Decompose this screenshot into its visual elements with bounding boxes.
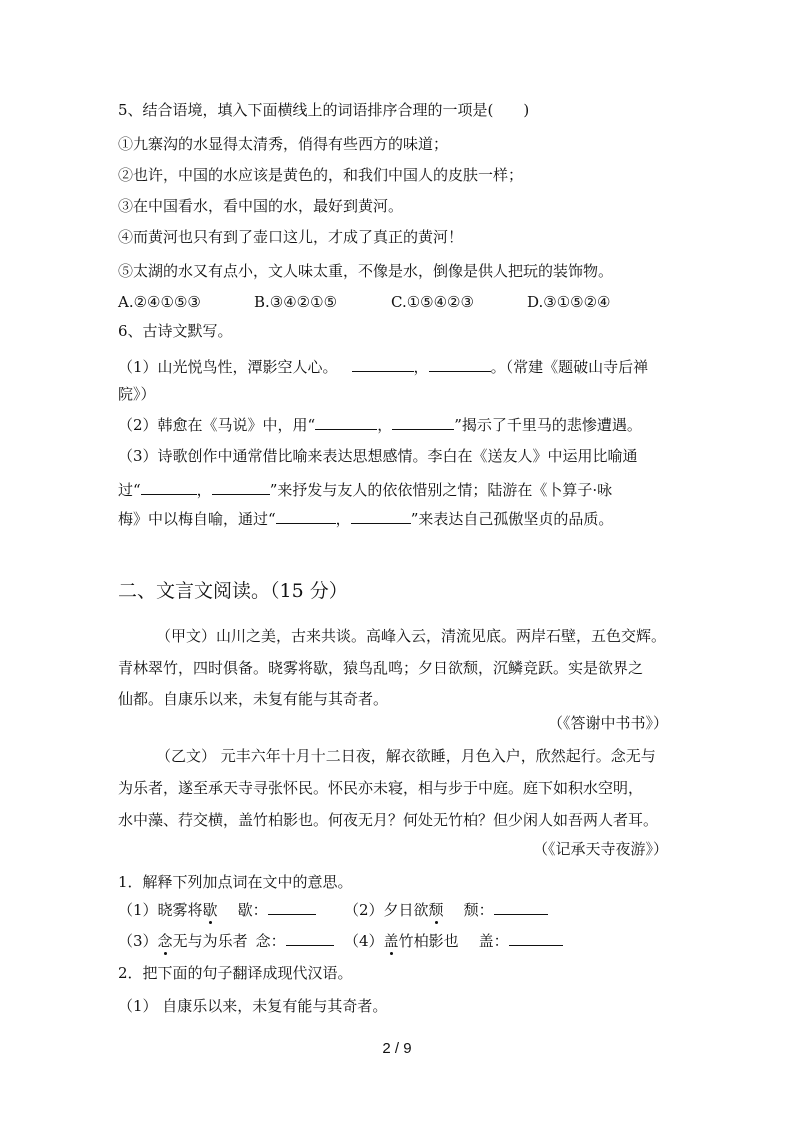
q6-p1-blank-2[interactable] [429,356,491,372]
sub1-title: 1．解释下列加点词在文中的意思。 [118,873,353,891]
jia-line-1: （甲文）山川之美，古来共谈。高峰入云，清流见底。两岸石壁，五色交辉。 [156,627,667,645]
q6-p3-tail-1: ”来抒发与友人的依依惜别之情；陆游在《卜算子·咏 [269,481,613,499]
q5-option-d[interactable]: D.③①⑤②④ [527,293,611,311]
dotted-char-gai: 盖 [383,932,399,950]
q6-p2-tail: ”揭示了千里马的悲惨遭遇。 [454,416,642,434]
q6-p1-comma: ， [413,358,429,376]
q6-part-3-line-2 [118,479,612,500]
q5-item-5: ⑤太湖的水又有点小，文人味太重，不像是水，倒像是供人把玩的装饰物。 [118,262,614,280]
dotted-char-xie: 歇 [202,901,218,919]
jia-source: （《答谢中书书》） [547,714,668,732]
q6-p3-blank-3[interactable] [276,508,336,524]
sub1-c-blank[interactable] [286,930,334,946]
yi-source: （《记承天寺夜游》） [532,840,668,858]
dotted-char-nian: 念 [157,932,173,950]
q5-item-4: ④而黄河也只有到了壶口这儿，才成了真正的黄河！ [118,228,464,246]
yi-line-1: （乙文） 元丰六年十月十二日夜，解衣欲睡，月色入户，欣然起行。念无与 [156,747,656,765]
q6-p3-comma-1: ， [196,481,212,499]
page-number: 2 / 9 [382,1040,412,1057]
q6-p3-tail-2: ”来表达自己孤傲坚贞的品质。 [410,510,614,528]
q5-item-2: ②也许，中国的水应该是黄色的，和我们中国人的皮肤一样； [118,166,524,184]
q5-item-3: ③在中国看水，看中国的水，最好到黄河。 [118,197,404,215]
sub1-a: （1）晓雾将歇 歇： [118,899,304,920]
sub1-b-blank[interactable] [494,899,548,915]
q6-title: 6、古诗文默写。 [118,322,233,340]
q5-option-b[interactable]: B.③④②①⑤ [254,293,338,311]
q6-p3-blank-1[interactable] [141,479,197,495]
yi-line-2: 为乐者，遂至承天寺寻张怀民。怀民亦未寝，相与步于中庭。庭下如积水空明， [118,779,644,797]
jia-line-3: 仙都。自康乐以来，未复有能与其奇者。 [118,690,389,708]
sub2-sentence-1: （1） 自康乐以来，未复有能与其奇者。 [118,997,388,1015]
q6-p1-source: 。（常建《题破山寺后禅 [490,358,649,376]
yi-line-3: 水中藻、荇交横，盖竹柏影也。何夜无月？何处无竹柏？但少闲人如吾两人者耳。 [118,811,659,829]
q6-p3-blank-2[interactable] [212,479,270,495]
dotted-char-tui: 颓 [428,901,444,919]
q6-p3-comma-2: ， [335,510,351,528]
q6-p2-blank-1[interactable] [315,414,377,430]
q5-option-c[interactable]: C.①⑤④②③ [391,293,474,311]
q5-option-a[interactable]: A.②④①⑤③ [118,293,201,311]
sub1-row-1 [118,899,548,920]
sub1-d-blank[interactable] [509,930,563,946]
q6-p3-text: 过“ [118,481,141,499]
q6-p1-text: （1）山光悦鸟性，潭影空人心。 [118,358,338,376]
sub1-row-2 [118,930,563,951]
q6-part-1 [118,356,648,377]
sub2-title: 2．把下面的句子翻译成现代汉语。 [118,964,353,982]
q6-part-1-cont: 院》） [118,385,156,403]
q6-p2-text: （2）韩愈在《马说》中，用“ [118,416,316,434]
q5-title: 5、结合语境，填入下面横线上的词语排序合理的一项是( ) [118,101,530,119]
q6-part-2 [118,414,642,435]
q6-p2-comma: ， [377,416,393,434]
sub1-d: （4）盖竹柏影也 盖： [344,932,563,950]
sub1-a-blank[interactable] [268,899,316,915]
q6-part-3-line-3 [118,508,613,529]
q6-p1-blank-1[interactable] [352,356,414,372]
q6-p3-blank-4[interactable] [351,508,411,524]
q5-options [118,292,611,312]
section-heading: 二、文言文阅读。（15 分） [118,580,348,602]
sub1-b: （2）夕日欲颓 颓： [344,901,548,919]
q6-p2-blank-2[interactable] [392,414,454,430]
q6-part-3-line-1: （3）诗歌创作中通常借比喻来表达思想感情。李白在《送友人》中运用比喻通 [118,447,638,465]
jia-line-2: 青林翠竹，四时俱备。晓雾将歇，猿鸟乱鸣；夕日欲颓，沉鳞竞跃。实是欲界之 [118,659,644,677]
sub1-c: （3）念无与为乐者 念： [118,930,304,951]
q5-item-1: ①九寨沟的水显得太清秀，俏得有些西方的味道； [118,135,449,153]
q6-p3-text-2: 梅》中以梅自喻，通过“ [118,510,276,528]
